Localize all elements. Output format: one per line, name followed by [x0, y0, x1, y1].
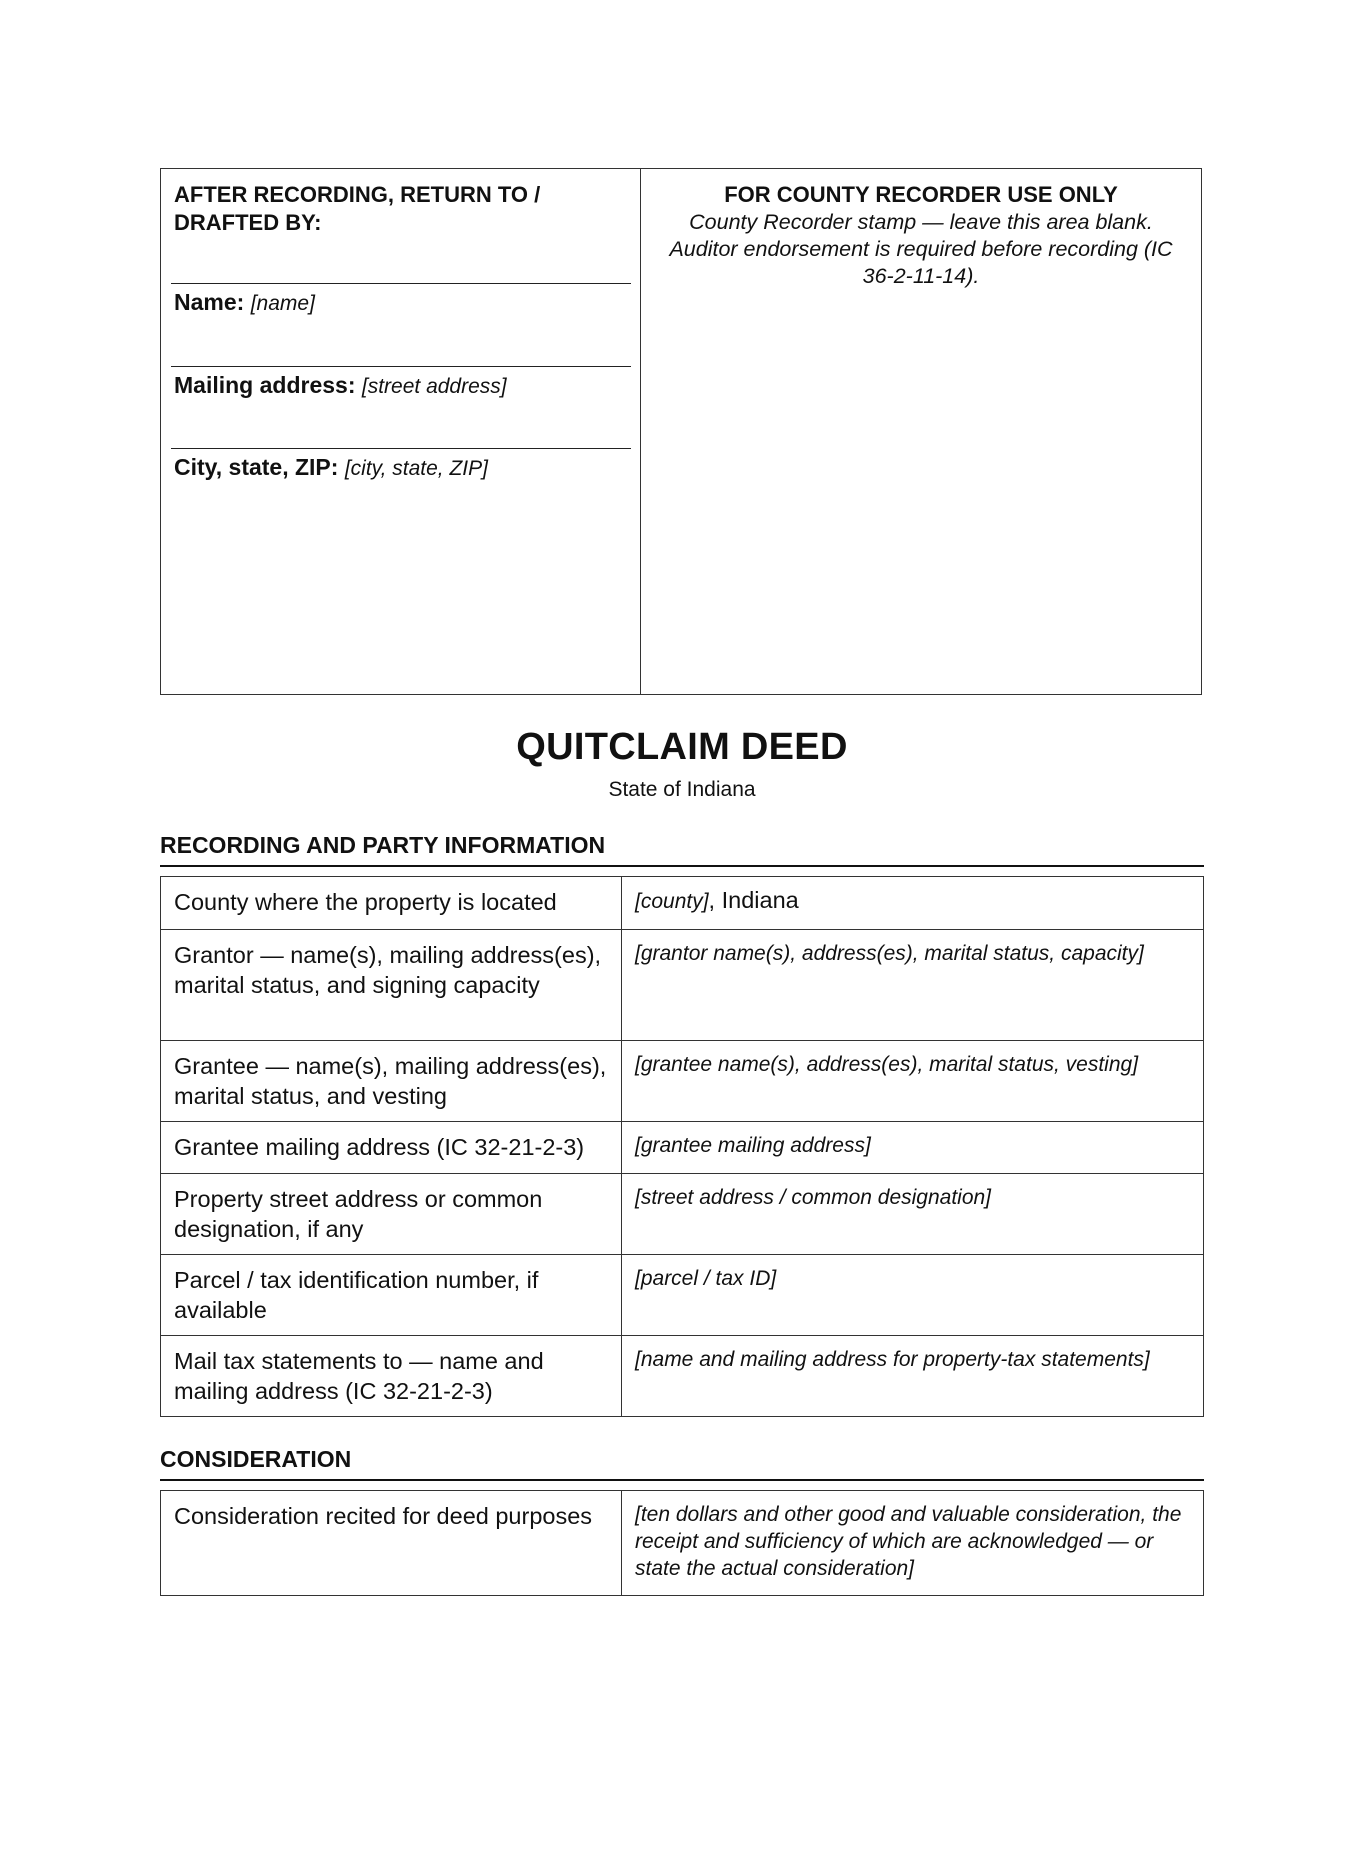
row-label: Consideration recited for deed purposes	[161, 1491, 622, 1596]
party-info-table	[160, 876, 1204, 1417]
row-value[interactable]: [name and mailing address for property-tax statements]	[622, 1336, 1204, 1417]
document-title: QUITCLAIM DEED	[516, 726, 848, 768]
table-row	[161, 930, 1204, 1041]
row-value[interactable]: [ten dollars and other good and valuable consideration, the receipt and sufficiency of which are acknowledged — or state the actual consideration]	[622, 1491, 1204, 1596]
address-line	[171, 366, 631, 367]
recorder-note: County Recorder stamp — leave this area blank. Auditor endorsement is required before recording (IC 36-2-11-14).	[669, 210, 1173, 288]
address-label: Mailing address:	[174, 372, 356, 398]
table-row	[161, 877, 1204, 930]
row-label: Parcel / tax identification number, if available	[161, 1255, 622, 1336]
address-value: [street address]	[361, 375, 507, 398]
row-value[interactable]: [grantor name(s), address(es), marital status, capacity]	[622, 930, 1204, 1041]
row-value[interactable]: [grantee name(s), address(es), marital status, vesting]	[622, 1041, 1204, 1122]
table-row	[161, 1491, 1204, 1596]
table-row	[161, 1122, 1204, 1174]
address-field	[174, 372, 507, 399]
row-value[interactable]	[622, 877, 1204, 930]
recorder-use-block	[641, 169, 1201, 694]
table-row	[161, 1174, 1204, 1255]
row-label: County where the property is located	[161, 877, 622, 930]
name-value: [name]	[250, 292, 315, 315]
city-value: [city, state, ZIP]	[344, 457, 488, 480]
row-label: Grantor — name(s), mailing address(es), marital status, and signing capacity	[161, 930, 622, 1041]
row-value[interactable]: [grantee mailing address]	[622, 1122, 1204, 1174]
city-field	[174, 454, 488, 481]
return-to-block	[161, 169, 641, 694]
recording-section-heading: RECORDING AND PARTY INFORMATION	[160, 832, 1204, 867]
table-row	[161, 1255, 1204, 1336]
consideration-table	[160, 1490, 1204, 1596]
row-label: Property street address or common designation, if any	[161, 1174, 622, 1255]
city-line	[171, 448, 631, 449]
return-to-heading: AFTER RECORDING, RETURN TO / DRAFTED BY:	[174, 182, 541, 235]
row-label: Mail tax statements to — name and mailing address (IC 32-21-2-3)	[161, 1336, 622, 1417]
row-label: Grantee — name(s), mailing address(es), marital status, and vesting	[161, 1041, 622, 1122]
row-label: Grantee mailing address (IC 32-21-2-3)	[161, 1122, 622, 1174]
table-row	[161, 1041, 1204, 1122]
recorder-title: FOR COUNTY RECORDER USE ONLY	[724, 182, 1118, 207]
county-suffix: , Indiana	[708, 887, 799, 913]
document-subtitle: State of Indiana	[608, 778, 756, 801]
row-value[interactable]: [parcel / tax ID]	[622, 1255, 1204, 1336]
consideration-section-heading: CONSIDERATION	[160, 1446, 1204, 1481]
name-line	[171, 283, 631, 284]
name-field	[174, 289, 315, 316]
county-value: [county]	[635, 890, 709, 913]
city-label: City, state, ZIP:	[174, 454, 339, 480]
row-value[interactable]: [street address / common designation]	[622, 1174, 1204, 1255]
recording-header-box	[160, 168, 1202, 695]
name-label: Name:	[174, 289, 245, 315]
table-row	[161, 1336, 1204, 1417]
